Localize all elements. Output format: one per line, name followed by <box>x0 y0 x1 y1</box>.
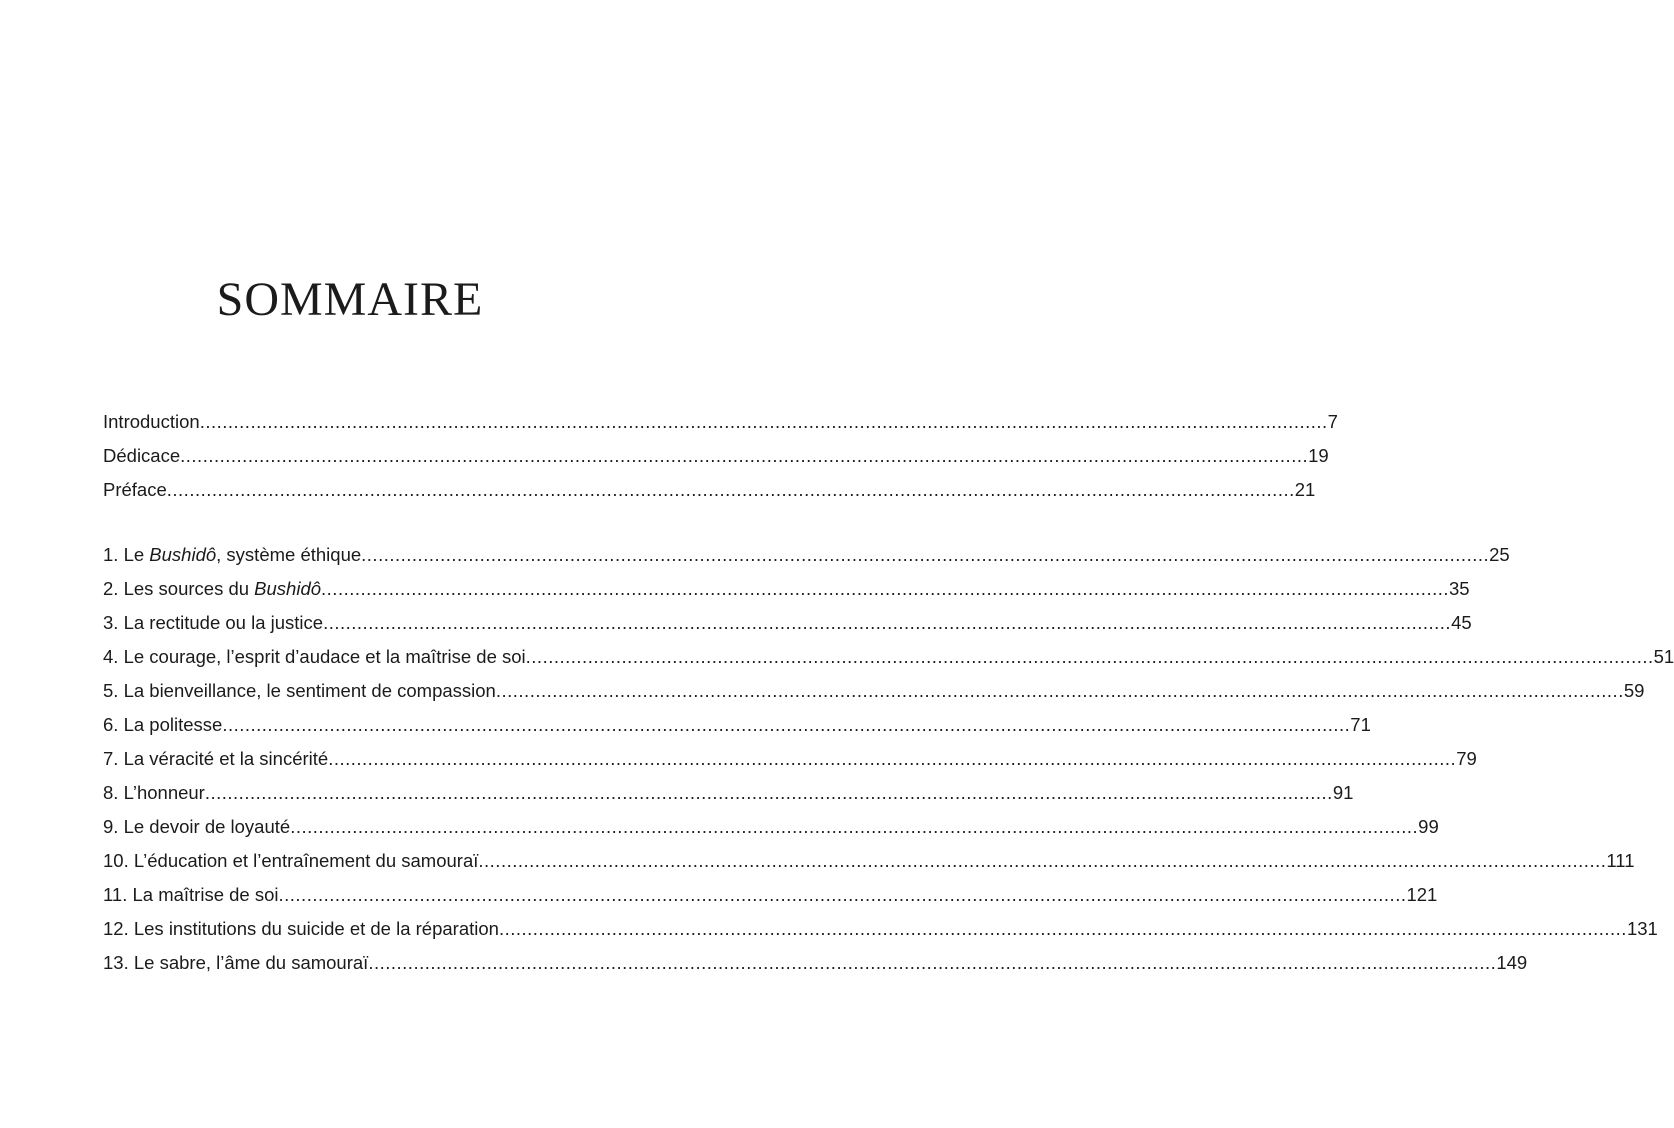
toc-page-number: 25 <box>1489 544 1510 565</box>
toc-entry[interactable] <box>103 405 1338 439</box>
toc-page-number: 79 <box>1456 748 1477 769</box>
toc-dot-leader: ........................................................................................................................................................................................................ <box>478 850 1607 871</box>
toc-page-number: 21 <box>1294 479 1316 500</box>
toc-entry[interactable] <box>103 572 1470 606</box>
toc-entry-title: 10. L’éducation et l’entraînement du samouraï <box>103 850 479 871</box>
toc-page-number: 71 <box>1350 714 1371 735</box>
toc-page-number: 7 <box>1327 411 1338 432</box>
toc-page-number: 59 <box>1623 680 1645 701</box>
toc-entry[interactable] <box>103 946 1528 980</box>
toc-entry[interactable] <box>103 742 1477 776</box>
toc-entry-title: 9. Le devoir de loyauté <box>103 816 291 837</box>
toc-page-number: 121 <box>1406 884 1438 905</box>
toc-entry[interactable] <box>103 708 1371 742</box>
toc-page-number: 45 <box>1451 612 1472 633</box>
toc-chapters <box>103 538 1674 980</box>
toc-page-number: 91 <box>1332 782 1354 803</box>
toc-entry-title: 13. Le sabre, l’âme du samouraï <box>103 952 369 973</box>
toc-entry[interactable] <box>103 606 1472 640</box>
toc-dot-leader: ........................................................................................................................................................................................................ <box>495 680 1624 701</box>
toc-entry-title: 8. L’honneur <box>103 782 205 803</box>
toc-dot-leader: ........................................................................................................................................................................................................ <box>498 918 1627 939</box>
toc-dot-leader: ........................................................................................................................................................................................................ <box>525 646 1654 667</box>
toc-entry-title: 6. La politesse <box>103 714 223 735</box>
toc-entry-title: 11. La maîtrise de soi <box>103 884 279 905</box>
toc-entry-title: 3. La rectitude ou la justice <box>103 612 324 633</box>
toc-dot-leader: ........................................................................................................................................................................................................ <box>361 544 1490 565</box>
toc-entry-title: 12. Les institutions du suicide et de la réparation <box>103 918 499 939</box>
toc-dot-leader: ........................................................................................................................................................................................................ <box>199 411 1328 432</box>
toc-dot-leader: ........................................................................................................................................................................................................ <box>368 952 1497 973</box>
toc-dot-leader: ........................................................................................................................................................................................................ <box>321 578 1450 599</box>
toc-page-number: 35 <box>1449 578 1470 599</box>
toc-entry[interactable] <box>103 473 1316 507</box>
toc-page-number: 99 <box>1418 816 1439 837</box>
toc-entry-title: 7. La véracité et la sincérité <box>103 748 329 769</box>
toc-dot-leader: ........................................................................................................................................................................................................ <box>180 445 1309 466</box>
toc-dot-leader: ........................................................................................................................................................................................................ <box>290 816 1419 837</box>
toc-entry-title: 5. La bienveillance, le sentiment de compassion <box>103 680 496 701</box>
toc-entry[interactable] <box>103 878 1438 912</box>
toc-page-number: 111 <box>1606 850 1635 871</box>
toc-entry[interactable] <box>103 674 1645 708</box>
toc-dot-leader: ........................................................................................................................................................................................................ <box>328 748 1457 769</box>
toc-entry[interactable] <box>103 912 1658 946</box>
toc-dot-leader: ........................................................................................................................................................................................................ <box>222 714 1351 735</box>
toc-entry-title: 1. Le Bushidô, système éthique <box>103 544 362 565</box>
toc-page-number: 51 <box>1653 646 1674 667</box>
toc-entry-title: Préface <box>103 479 167 500</box>
toc-front-matter <box>103 405 1338 507</box>
toc-entry[interactable] <box>103 538 1510 572</box>
toc-entry[interactable] <box>103 844 1635 878</box>
toc-dot-leader: ........................................................................................................................................................................................................ <box>204 782 1333 803</box>
toc-entry[interactable] <box>103 640 1674 674</box>
toc-entry-title: 2. Les sources du Bushidô <box>103 578 322 599</box>
toc-dot-leader: ........................................................................................................................................................................................................ <box>166 479 1295 500</box>
toc-dot-leader: ........................................................................................................................................................................................................ <box>323 612 1452 633</box>
toc-entry-title: 4. Le courage, l’esprit d’audace et la maîtrise de soi <box>103 646 526 667</box>
page-title: SOMMAIRE <box>216 273 484 326</box>
toc-entry[interactable] <box>103 810 1439 844</box>
toc-entry[interactable] <box>103 776 1354 810</box>
toc-page-number: 19 <box>1308 445 1329 466</box>
toc-page-number: 149 <box>1496 952 1528 973</box>
toc-entry-title: Dédicace <box>103 445 181 466</box>
toc-dot-leader: ........................................................................................................................................................................................................ <box>278 884 1407 905</box>
toc-entry[interactable] <box>103 439 1329 473</box>
toc-page-number: 131 <box>1626 918 1658 939</box>
toc-entry-title: Introduction <box>103 411 200 432</box>
